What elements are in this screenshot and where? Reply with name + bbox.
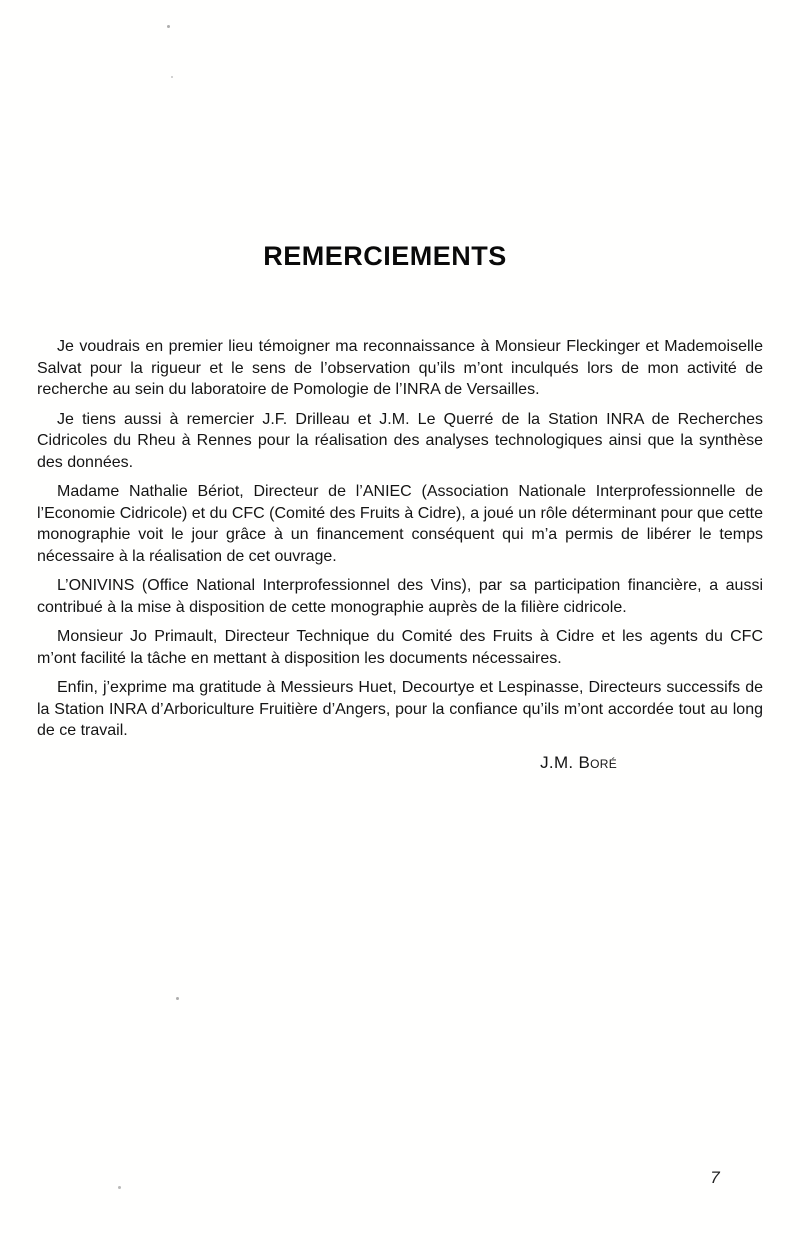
paragraph: Je voudrais en premier lieu témoigner ma reconnaissance à Monsieur Fleckinger et Mademoiselle Salvat pour la rigueur et le sens de l’observation qu’ils m’ont inculqués lors de mon activité de recherche au sein du laboratoire de Pomologie de l’INRA de Versailles. [37, 338, 763, 398]
scan-speck [167, 25, 170, 28]
paragraph: L’ONIVINS (Office National Interprofessionnel des Vins), par sa participation financière, a aussi contribué à la mise à disposition de cette monographie auprès de la filière cidricole. [37, 577, 763, 616]
paragraph: Je tiens aussi à remercier J.F. Drilleau et J.M. Le Querré de la Station INRA de Recherches Cidricoles du Rheu à Rennes pour la réalisation des analyses technologiques ainsi que la synthèse des données. [37, 410, 763, 471]
scan-speck [176, 997, 179, 1000]
page-title: REMERCIEMENTS [263, 241, 507, 272]
scan-speck [171, 76, 173, 78]
paragraph: Madame Nathalie Bériot, Directeur de l’ANIEC (Association Nationale Interprofessionnelle de l’Economie Cidricole) et du CFC (Comité des Fruits à Cidre), a joué un rôle déterminant pour que cette monographie voit le jour grâce à un financement conséquent qui m’a permis de libérer le temps nécessaire à la réalisation de cet ouvrage. [37, 483, 763, 565]
scan-speck [118, 1186, 121, 1189]
body-paragraphs [37, 336, 763, 773]
paragraph: Enfin, j’exprime ma gratitude à Messieurs Huet, Decourtye et Lespinasse, Directeurs successifs de la Station INRA d’Arboriculture Fruitière d’Angers, pour la confiance qu’ils m’ont accordée tout au long de ce travail. [37, 679, 763, 739]
page-number: 7 [710, 1168, 720, 1187]
author-signature: J.M. Boré [540, 752, 617, 772]
paragraph: Monsieur Jo Primault, Directeur Technique du Comité des Fruits à Cidre et les agents du CFC m’ont facilité la tâche en mettant à disposition les documents nécessaires. [37, 628, 763, 667]
